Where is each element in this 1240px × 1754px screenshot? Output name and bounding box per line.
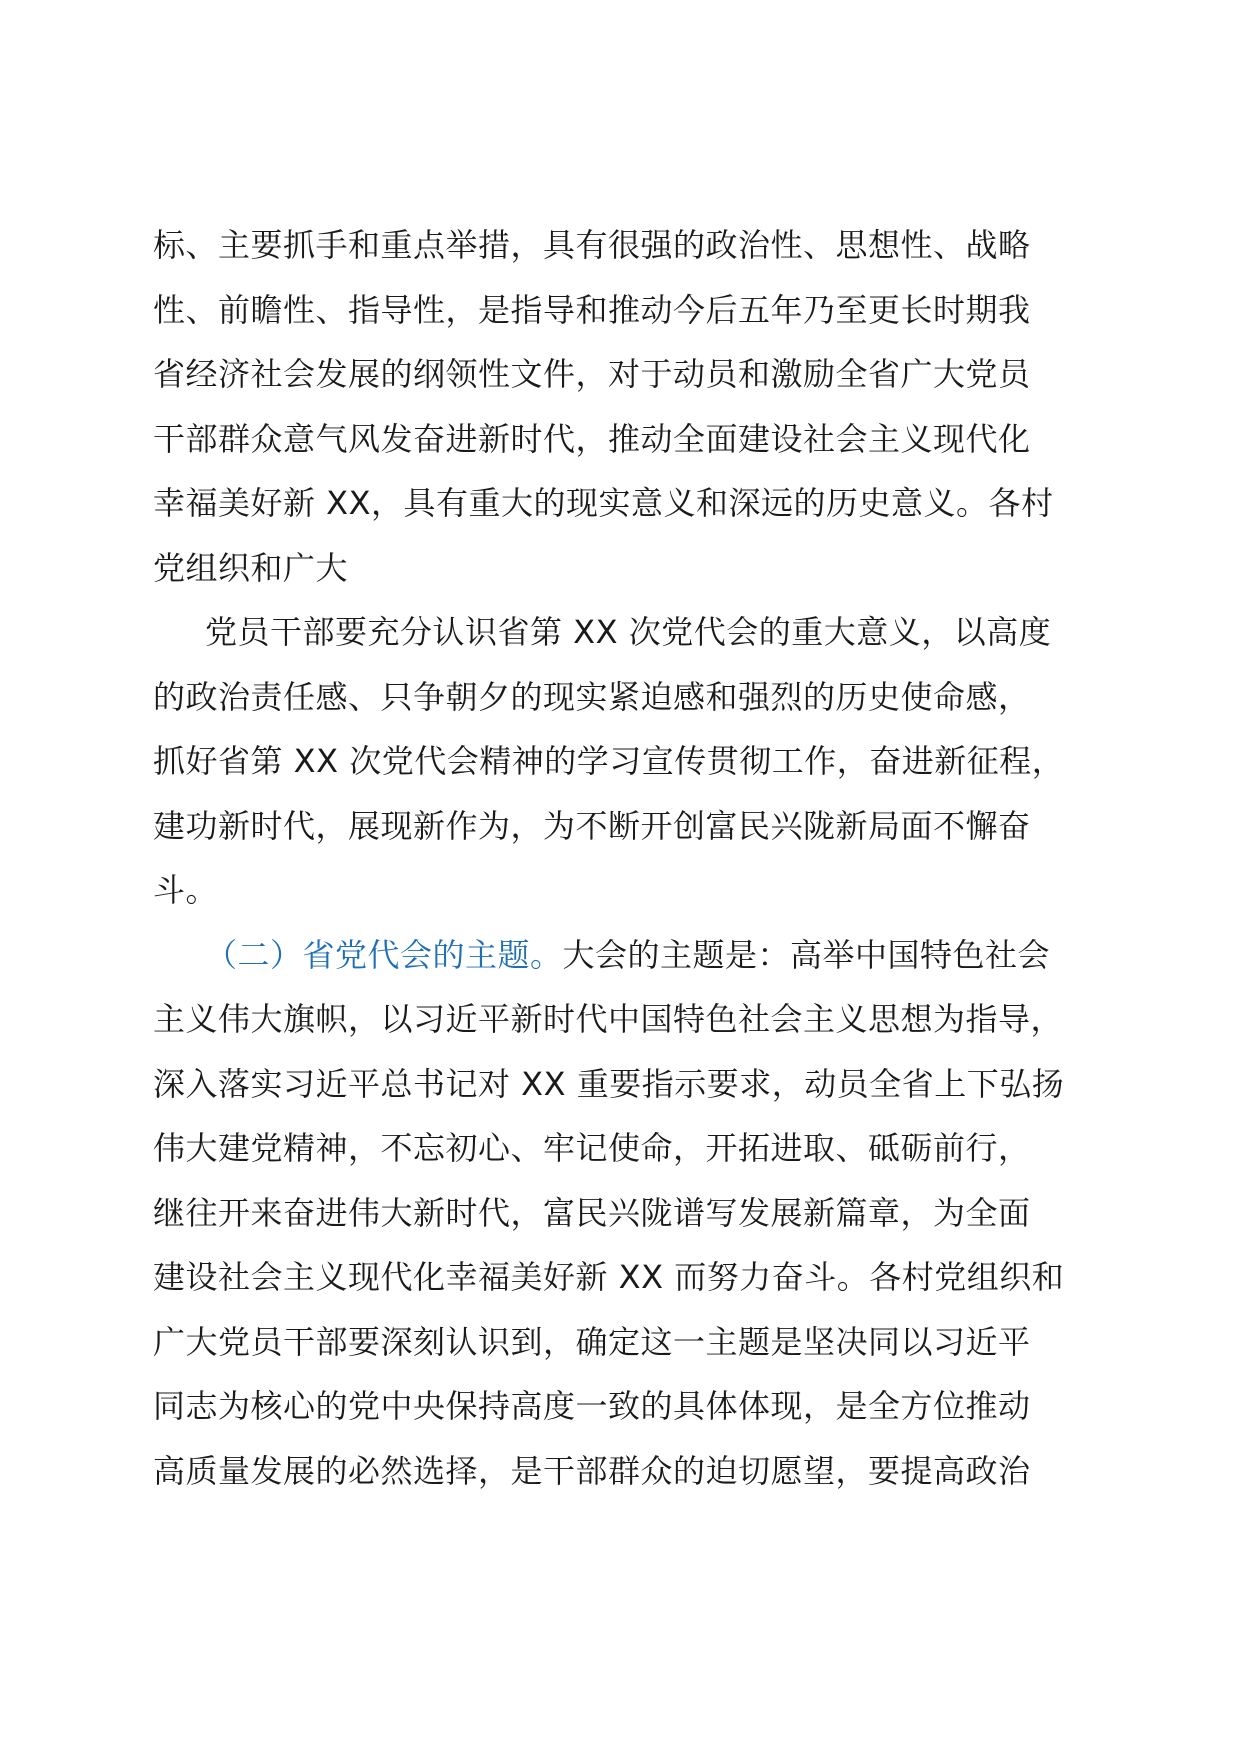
paragraph-3 (153, 923, 1113, 1504)
text-line: 广大党员干部要深刻认识到，确定这一主题是坚决同以习近平 (153, 1322, 1031, 1361)
text-line: 高质量发展的必然选择，是干部群众的迫切愿望，要提高政治 (153, 1451, 1031, 1490)
text-line (153, 923, 1113, 988)
text-line: 的政治责任感、只争朝夕的现实紧迫感和强烈的历史使命感， (153, 677, 1031, 716)
heading-continuation: 大会的主题是：高举中国特色社会 (562, 935, 1051, 974)
paragraph-1 (153, 213, 1113, 600)
text-line: 省经济社会发展的纲领性文件，对于动员和激励全省广大党员 (153, 355, 1031, 393)
text-line: 党组织和广大 (153, 548, 349, 587)
text-line: 深入落实习近平总书记对 XX 重要指示要求，动员全省上下弘扬 (153, 1064, 1065, 1103)
text-line: 建设社会主义现代化幸福美好新 XX 而努力奋斗。各村党组织和 (153, 1258, 1065, 1296)
paragraph-2 (153, 600, 1113, 923)
text-line: 斗。 (153, 871, 219, 909)
text-line: 性、前瞻性、指导性，是指导和推动今后五年乃至更长时期我 (153, 290, 1031, 329)
document-body (153, 213, 1113, 1503)
text-line: 干部群众意气风发奋进新时代，推动全面建设社会主义现代化 (153, 419, 1031, 458)
text-line: 继往开来奋进伟大新时代，富民兴陇谱写发展新篇章，为全面 (153, 1193, 1031, 1232)
text-line: 党员干部要充分认识省第 XX 次党代会的重大意义，以高度 (205, 613, 1052, 651)
section-heading: （二）省党代会的主题。 (205, 935, 563, 974)
text-line: 伟大建党精神，不忘初心、牢记使命，开拓进取、砥砺前行， (153, 1129, 1031, 1167)
text-line: 主义伟大旗帜，以习近平新时代中国特色社会主义思想为指导， (153, 1000, 1064, 1038)
text-line: 建功新时代，展现新作为，为不断开创富民兴陇新局面不懈奋 (153, 806, 1031, 845)
text-line: 同志为核心的党中央保持高度一致的具体体现，是全方位推动 (153, 1387, 1031, 1425)
text-line: 幸福美好新 XX，具有重大的现实意义和深远的历史意义。各村 (153, 484, 1054, 522)
text-line: 标、主要抓手和重点举措，具有很强的政治性、思想性、战略 (153, 226, 1031, 264)
text-line: 抓好省第 XX 次党代会精神的学习宣传贯彻工作，奋进新征程， (153, 742, 1065, 780)
